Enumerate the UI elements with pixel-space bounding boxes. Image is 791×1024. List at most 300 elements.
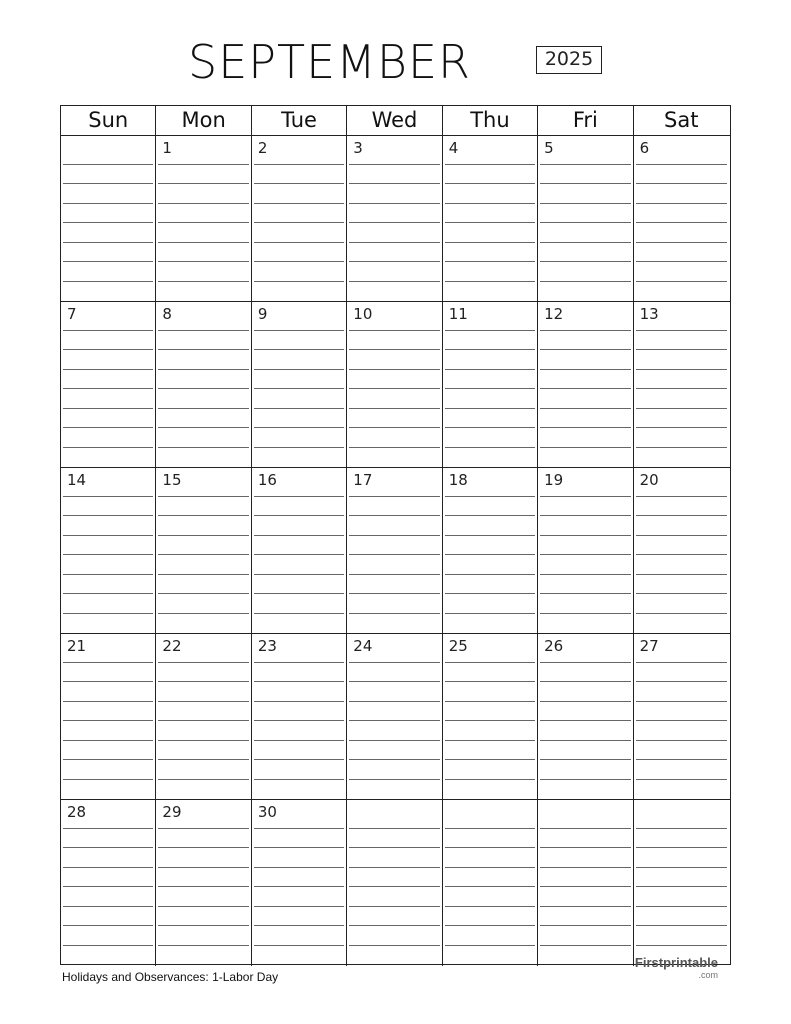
note-line	[63, 759, 153, 760]
note-line	[445, 349, 535, 350]
note-line	[158, 388, 248, 389]
note-line	[445, 261, 535, 262]
note-line	[349, 613, 439, 614]
day-number: 26	[544, 637, 564, 655]
day-cell[interactable]	[347, 302, 442, 467]
day-cell[interactable]	[634, 800, 729, 966]
day-cell[interactable]	[156, 136, 251, 301]
note-line	[349, 369, 439, 370]
note-line	[63, 164, 153, 165]
note-line	[158, 593, 248, 594]
day-cell[interactable]	[61, 800, 156, 966]
note-line	[158, 779, 248, 780]
note-line	[254, 515, 344, 516]
note-line	[349, 281, 439, 282]
day-number: 27	[639, 637, 659, 655]
note-line	[349, 740, 439, 741]
note-line	[636, 388, 727, 389]
note-line	[63, 447, 153, 448]
note-line	[158, 613, 248, 614]
note-line	[445, 369, 535, 370]
day-cell[interactable]	[538, 302, 633, 467]
note-line	[254, 847, 344, 848]
note-line	[349, 427, 439, 428]
note-line	[445, 203, 535, 204]
note-line	[636, 593, 727, 594]
note-line	[636, 574, 727, 575]
note-line	[540, 427, 630, 428]
note-line	[158, 369, 248, 370]
day-number: 17	[353, 471, 373, 489]
note-line	[540, 593, 630, 594]
weekday-thu: Thu	[443, 106, 538, 135]
note-line	[63, 720, 153, 721]
week-row	[61, 302, 730, 468]
day-cell[interactable]	[347, 136, 442, 301]
day-cell[interactable]	[443, 468, 538, 633]
note-line	[540, 886, 630, 887]
note-line	[254, 496, 344, 497]
note-line	[349, 906, 439, 907]
note-line	[63, 681, 153, 682]
note-line	[63, 349, 153, 350]
note-line	[540, 183, 630, 184]
weekday-wed: Wed	[347, 106, 442, 135]
note-line	[540, 222, 630, 223]
note-line	[158, 164, 248, 165]
note-line	[63, 183, 153, 184]
note-line	[636, 427, 727, 428]
note-line	[540, 945, 630, 946]
note-line	[349, 261, 439, 262]
note-line	[445, 779, 535, 780]
note-line	[445, 945, 535, 946]
note-line	[349, 759, 439, 760]
note-line	[540, 408, 630, 409]
day-cell[interactable]	[252, 634, 347, 799]
note-line	[158, 535, 248, 536]
note-line	[445, 515, 535, 516]
note-line	[445, 720, 535, 721]
note-line	[636, 535, 727, 536]
note-line	[349, 388, 439, 389]
year-badge: 2025	[536, 46, 602, 74]
note-line	[540, 535, 630, 536]
note-line	[254, 867, 344, 868]
note-line	[254, 613, 344, 614]
note-line	[63, 281, 153, 282]
note-line	[254, 759, 344, 760]
day-cell[interactable]	[61, 136, 156, 301]
note-line	[158, 662, 248, 663]
day-cell[interactable]	[347, 800, 442, 966]
day-number: 8	[162, 305, 172, 323]
note-line	[445, 681, 535, 682]
note-line	[445, 535, 535, 536]
note-line	[540, 662, 630, 663]
note-line	[349, 515, 439, 516]
note-line	[63, 554, 153, 555]
note-line	[349, 164, 439, 165]
note-line	[349, 681, 439, 682]
day-number: 24	[353, 637, 373, 655]
note-line	[254, 242, 344, 243]
note-line	[158, 349, 248, 350]
day-number: 28	[67, 803, 87, 821]
brand-name: Firstprintable	[634, 955, 718, 970]
note-line	[636, 330, 727, 331]
note-line	[349, 720, 439, 721]
day-number: 21	[67, 637, 87, 655]
note-line	[349, 945, 439, 946]
note-line	[158, 759, 248, 760]
day-number: 4	[448, 139, 459, 157]
note-line	[63, 740, 153, 741]
note-line	[540, 828, 630, 829]
note-line	[445, 925, 535, 926]
day-number: 9	[257, 305, 268, 323]
note-line	[63, 408, 153, 409]
weekday-tue: Tue	[252, 106, 347, 135]
day-cell[interactable]	[156, 302, 251, 467]
day-number: 11	[448, 305, 468, 323]
note-line	[636, 681, 727, 682]
note-line	[63, 867, 153, 868]
week-row	[61, 800, 730, 966]
note-line	[158, 945, 248, 946]
note-line	[254, 574, 344, 575]
day-number: 3	[353, 139, 363, 157]
note-line	[63, 496, 153, 497]
note-line	[445, 759, 535, 760]
note-line	[540, 574, 630, 575]
note-line	[254, 701, 344, 702]
note-line	[158, 867, 248, 868]
note-line	[158, 701, 248, 702]
note-line	[254, 925, 344, 926]
note-line	[158, 681, 248, 682]
note-line	[254, 740, 344, 741]
note-line	[445, 906, 535, 907]
note-line	[445, 496, 535, 497]
day-cell[interactable]	[443, 634, 538, 799]
day-cell[interactable]	[538, 634, 633, 799]
note-line	[636, 828, 727, 829]
note-line	[636, 945, 727, 946]
day-cell[interactable]	[538, 800, 633, 966]
note-line	[636, 779, 727, 780]
note-line	[349, 593, 439, 594]
note-line	[158, 496, 248, 497]
brand-domain: .com	[698, 970, 718, 980]
note-line	[158, 574, 248, 575]
note-line	[158, 828, 248, 829]
note-line	[636, 183, 727, 184]
note-line	[63, 242, 153, 243]
day-number: 19	[544, 471, 564, 489]
note-line	[254, 447, 344, 448]
note-line	[254, 164, 344, 165]
note-line	[63, 222, 153, 223]
note-line	[636, 554, 727, 555]
note-line	[540, 613, 630, 614]
note-line	[445, 388, 535, 389]
note-line	[63, 593, 153, 594]
note-line	[158, 183, 248, 184]
note-line	[254, 261, 344, 262]
note-line	[540, 925, 630, 926]
note-line	[636, 349, 727, 350]
note-line	[158, 330, 248, 331]
day-cell[interactable]	[443, 800, 538, 966]
note-line	[636, 886, 727, 887]
note-line	[445, 662, 535, 663]
note-line	[349, 662, 439, 663]
note-line	[63, 330, 153, 331]
note-line	[63, 828, 153, 829]
note-line	[636, 662, 727, 663]
note-line	[254, 330, 344, 331]
day-cell[interactable]	[634, 468, 729, 633]
day-number: 2	[257, 139, 268, 157]
note-line	[540, 242, 630, 243]
note-line	[349, 886, 439, 887]
note-line	[63, 203, 153, 204]
note-line	[254, 369, 344, 370]
note-line	[540, 164, 630, 165]
week-row	[61, 634, 730, 800]
note-line	[636, 242, 727, 243]
day-cell[interactable]	[252, 468, 347, 633]
month-title: SEPTEMBER	[188, 35, 472, 89]
note-line	[445, 222, 535, 223]
note-line	[445, 613, 535, 614]
day-number: 18	[448, 471, 468, 489]
note-line	[63, 261, 153, 262]
note-line	[158, 408, 248, 409]
day-number: 5	[544, 139, 554, 157]
note-line	[254, 349, 344, 350]
note-line	[445, 574, 535, 575]
note-line	[636, 369, 727, 370]
note-line	[349, 496, 439, 497]
note-line	[540, 554, 630, 555]
note-line	[540, 681, 630, 682]
note-line	[63, 535, 153, 536]
note-line	[349, 183, 439, 184]
note-line	[636, 740, 727, 741]
holidays-note: Holidays and Observances: 1-Labor Day	[62, 970, 279, 984]
note-line	[540, 281, 630, 282]
note-line	[636, 867, 727, 868]
note-line	[254, 281, 344, 282]
day-cell[interactable]	[347, 468, 442, 633]
note-line	[445, 701, 535, 702]
note-line	[636, 203, 727, 204]
note-line	[445, 427, 535, 428]
note-line	[254, 720, 344, 721]
note-line	[636, 281, 727, 282]
note-line	[63, 886, 153, 887]
weekday-mon: Mon	[156, 106, 251, 135]
day-cell[interactable]	[61, 634, 156, 799]
day-cell[interactable]	[61, 468, 156, 633]
note-line	[254, 388, 344, 389]
note-line	[158, 740, 248, 741]
day-number: 6	[639, 139, 650, 157]
note-line	[540, 388, 630, 389]
note-line	[636, 261, 727, 262]
note-line	[540, 740, 630, 741]
note-line	[349, 408, 439, 409]
day-cell[interactable]	[443, 302, 538, 467]
note-line	[636, 613, 727, 614]
note-line	[445, 242, 535, 243]
note-line	[63, 574, 153, 575]
note-line	[349, 535, 439, 536]
note-line	[349, 447, 439, 448]
note-line	[540, 203, 630, 204]
note-line	[63, 925, 153, 926]
note-line	[636, 925, 727, 926]
note-line	[540, 496, 630, 497]
note-line	[254, 593, 344, 594]
note-line	[636, 222, 727, 223]
note-line	[254, 222, 344, 223]
note-line	[445, 847, 535, 848]
note-line	[540, 349, 630, 350]
calendar-grid	[60, 105, 731, 965]
weekday-header-row	[61, 106, 730, 136]
note-line	[158, 515, 248, 516]
day-number: 14	[67, 471, 87, 489]
day-cell[interactable]	[634, 634, 729, 799]
note-line	[254, 681, 344, 682]
note-line	[445, 554, 535, 555]
day-number: 22	[162, 637, 182, 655]
note-line	[158, 447, 248, 448]
note-line	[540, 369, 630, 370]
note-line	[445, 330, 535, 331]
note-line	[349, 203, 439, 204]
note-line	[254, 535, 344, 536]
note-line	[445, 447, 535, 448]
day-cell[interactable]	[156, 634, 251, 799]
day-cell[interactable]	[252, 136, 347, 301]
note-line	[445, 183, 535, 184]
note-line	[349, 701, 439, 702]
note-line	[254, 906, 344, 907]
note-line	[63, 779, 153, 780]
note-line	[158, 427, 248, 428]
day-cell[interactable]	[634, 136, 729, 301]
note-line	[158, 261, 248, 262]
note-line	[63, 945, 153, 946]
note-line	[63, 662, 153, 663]
day-number: 13	[639, 305, 659, 323]
day-cell[interactable]	[252, 302, 347, 467]
note-line	[540, 847, 630, 848]
note-line	[540, 330, 630, 331]
note-line	[540, 867, 630, 868]
weekday-fri: Fri	[538, 106, 633, 135]
note-line	[63, 515, 153, 516]
note-line	[254, 662, 344, 663]
week-row	[61, 136, 730, 302]
note-line	[636, 496, 727, 497]
note-line	[158, 925, 248, 926]
day-cell[interactable]	[538, 136, 633, 301]
note-line	[63, 613, 153, 614]
note-line	[445, 593, 535, 594]
note-line	[540, 515, 630, 516]
note-line	[349, 574, 439, 575]
day-cell[interactable]	[634, 302, 729, 467]
day-cell[interactable]	[61, 302, 156, 467]
note-line	[254, 554, 344, 555]
note-line	[63, 701, 153, 702]
note-line	[158, 720, 248, 721]
week-row	[61, 468, 730, 634]
brand-logo	[618, 956, 718, 980]
day-cell[interactable]	[156, 468, 251, 633]
calendar-header	[0, 30, 791, 92]
note-line	[349, 925, 439, 926]
note-line	[445, 408, 535, 409]
note-line	[349, 242, 439, 243]
note-line	[445, 886, 535, 887]
note-line	[63, 369, 153, 370]
day-number: 12	[544, 305, 564, 323]
note-line	[158, 281, 248, 282]
note-line	[63, 388, 153, 389]
day-number: 25	[448, 637, 468, 655]
note-line	[254, 828, 344, 829]
note-line	[349, 828, 439, 829]
day-cell[interactable]	[156, 800, 251, 966]
note-line	[63, 906, 153, 907]
weekday-sat: Sat	[664, 108, 699, 132]
note-line	[540, 447, 630, 448]
note-line	[254, 427, 344, 428]
note-line	[540, 759, 630, 760]
note-line	[636, 720, 727, 721]
note-line	[158, 847, 248, 848]
note-line	[636, 847, 727, 848]
day-number: 15	[162, 471, 182, 489]
note-line	[636, 164, 727, 165]
note-line	[445, 740, 535, 741]
day-number: 29	[162, 803, 182, 821]
note-line	[349, 330, 439, 331]
day-cell[interactable]	[538, 468, 633, 633]
note-line	[349, 847, 439, 848]
note-line	[158, 886, 248, 887]
note-line	[636, 447, 727, 448]
note-line	[636, 701, 727, 702]
note-line	[636, 408, 727, 409]
day-number: 20	[639, 471, 659, 489]
note-line	[445, 828, 535, 829]
note-line	[636, 759, 727, 760]
day-cell[interactable]	[252, 800, 347, 966]
note-line	[158, 222, 248, 223]
note-line	[636, 906, 727, 907]
day-number: 1	[162, 139, 172, 157]
day-cell[interactable]	[443, 136, 538, 301]
day-cell[interactable]	[347, 634, 442, 799]
note-line	[540, 720, 630, 721]
